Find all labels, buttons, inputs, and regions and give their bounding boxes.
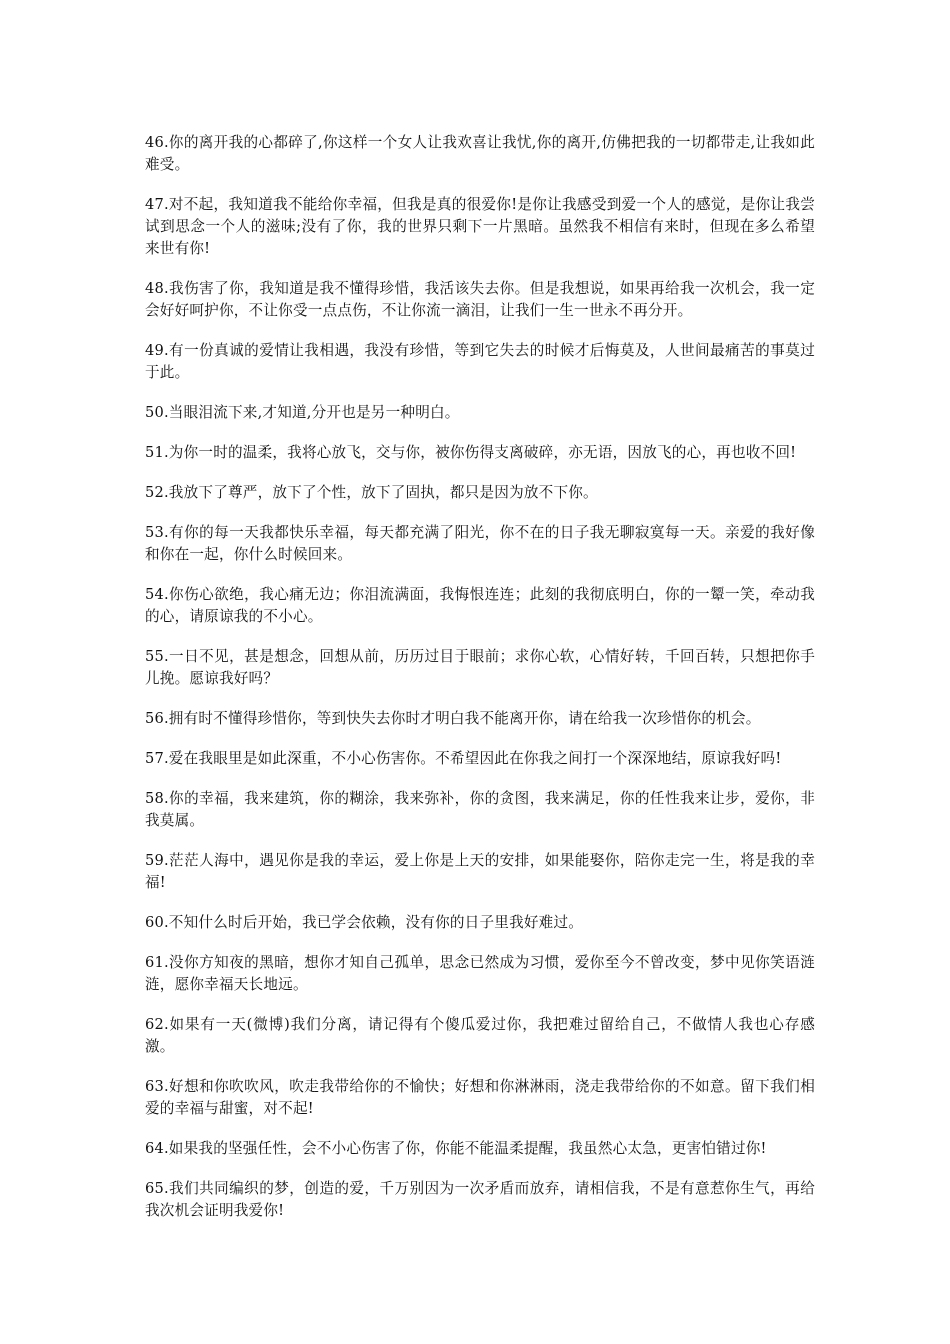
- paragraph-49: 49.有一份真诚的爱情让我相遇，我没有珍惜，等到它失去的时候才后悔莫及，人世间最痛苦的事莫过于此。: [145, 342, 815, 381]
- paragraph-64: 64.如果我的坚强任性，会不小心伤害了你，你能不能温柔提醒，我虽然心太急，更害怕错过你!: [145, 1140, 767, 1157]
- paragraph-61: 61.没你方知夜的黑暗，想你才知自己孤单，思念已然成为习惯，爱你至今不曾改变，梦中见你笑语涟涟，愿你幸福天长地远。: [145, 954, 815, 993]
- paragraph-59: 59.茫茫人海中，遇见你是我的幸运，爱上你是上天的安排，如果能娶你，陪你走完一生，将是我的幸福!: [145, 852, 815, 891]
- paragraph-62: 62.如果有一天(微博)我们分离，请记得有个傻瓜爱过你，我把难过留给自己，不做情人我也心存感激。: [145, 1016, 815, 1055]
- paragraph-47: 47.对不起，我知道我不能给你幸福，但我是真的很爱你!是你让我感受到爱一个人的感觉，是你让我尝试到思念一个人的滋味;没有了你，我的世界只剩下一片黑暗。虽然我不相信有来时，但现在多么希望来世有你!: [145, 196, 815, 257]
- paragraph-52: 52.我放下了尊严，放下了个性，放下了固执，都只是因为放不下你。: [145, 484, 598, 501]
- paragraph-57: 57.爱在我眼里是如此深重，不小心伤害你。不希望因此在你我之间打一个深深地结，原谅我好吗!: [145, 750, 782, 767]
- paragraph-50: 50.当眼泪流下来,才知道,分开也是另一种明白。: [145, 404, 460, 421]
- paragraph-55: 55.一日不见，甚是想念，回想从前，历历过目于眼前；求你心软，心情好转，千回百转，只想把你手儿挽。愿谅我好吗？: [145, 648, 815, 687]
- paragraph-51: 51.为你一时的温柔，我将心放飞，交与你，被你伤得支离破碎，亦无语，因放飞的心，再也收不回!: [145, 444, 797, 461]
- paragraph-48: 48.我伤害了你，我知道是我不懂得珍惜，我活该失去你。但是我想说，如果再给我一次机会，我一定会好好呵护你，不让你受一点点伤，不让你流一滴泪，让我们一生一世永不再分开。: [145, 280, 815, 319]
- paragraph-63: 63.好想和你吹吹风，吹走我带给你的不愉快；好想和你淋淋雨，浇走我带给你的不如意。留下我们相爱的幸福与甜蜜，对不起!: [145, 1078, 815, 1117]
- paragraph-54: 54.你伤心欲绝，我心痛无边；你泪流满面，我悔恨连连；此刻的我彻底明白，你的一颦一笑，牵动我的心，请原谅我的不小心。: [145, 586, 815, 625]
- paragraph-56: 56.拥有时不懂得珍惜你，等到快失去你时才明白我不能离开你，请在给我一次珍惜你的机会。: [145, 710, 761, 727]
- paragraph-58: 58.你的幸福，我来建筑，你的糊涂，我来弥补，你的贪图，我来满足，你的任性我来让步，爱你，非我莫属。: [145, 790, 815, 829]
- paragraph-60: 60.不知什么时后开始，我已学会依赖，没有你的日子里我好难过。: [145, 914, 584, 931]
- paragraph-53: 53.有你的每一天我都快乐幸福，每天都充满了阳光，你不在的日子我无聊寂寞每一天。亲爱的我好像和你在一起，你什么时候回来。: [145, 524, 815, 563]
- document-body: [145, 132, 815, 1240]
- paragraph-46: 46.你的离开我的心都碎了,你这样一个女人让我欢喜让我忧,你的离开,仿佛把我的一切都带走,让我如此难受。: [145, 134, 815, 173]
- paragraph-65: 65.我们共同编织的梦，创造的爱，千万别因为一次矛盾而放弃，请相信我，不是有意惹你生气，再给我次机会证明我爱你!: [145, 1180, 815, 1219]
